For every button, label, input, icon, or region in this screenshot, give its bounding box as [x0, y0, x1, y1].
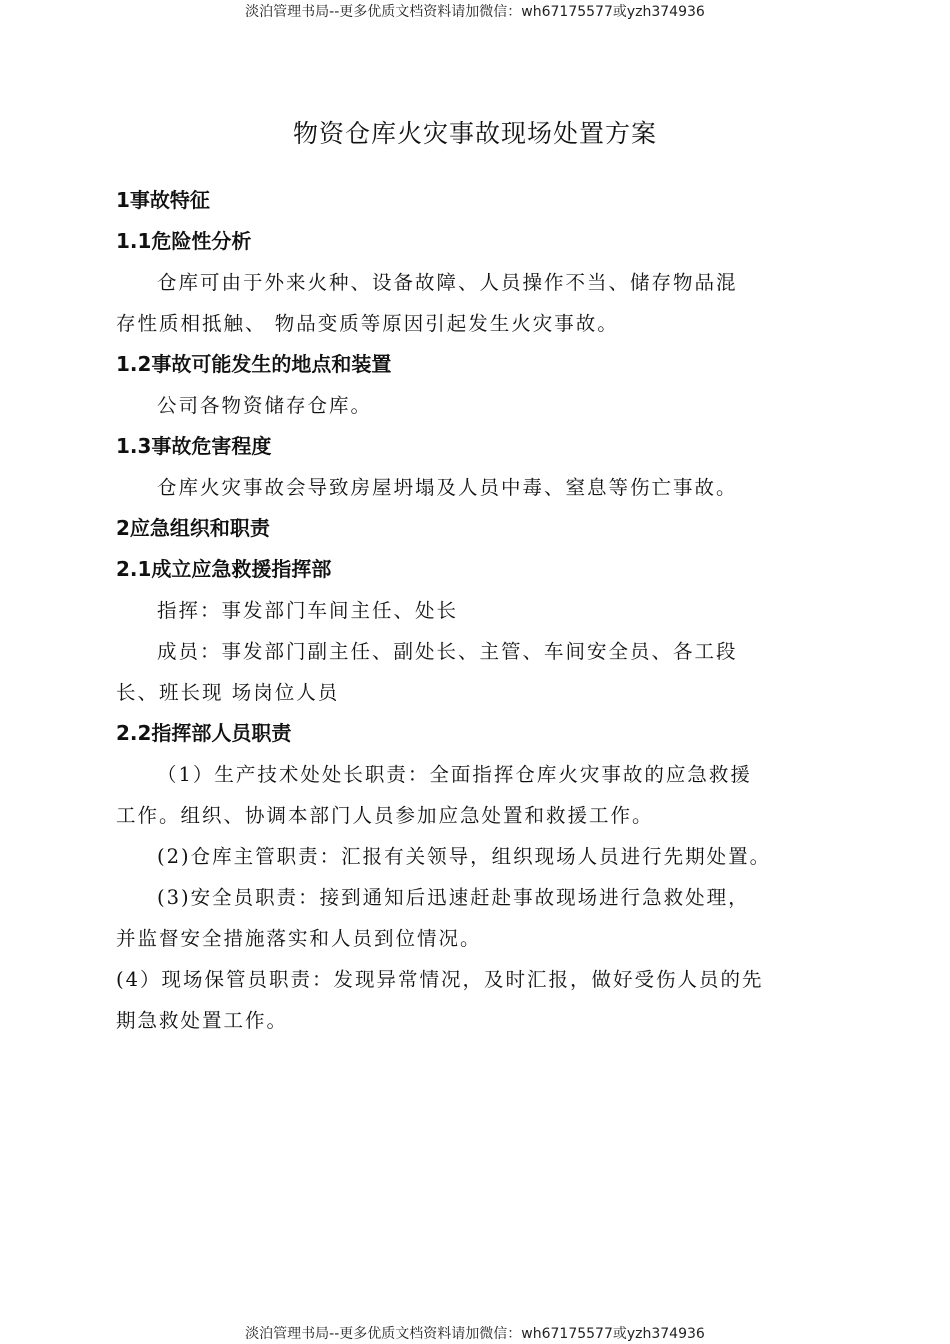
- section-1-1-heading: 1.1危险性分析: [116, 229, 252, 253]
- commander-line: 指挥：事发部门车间主任、处长: [157, 599, 459, 622]
- members-line: 长、班长现 场岗位人员: [116, 681, 340, 704]
- document-body: [116, 180, 846, 1041]
- section-2-1-heading: 2.1成立应急救援指挥部: [116, 557, 332, 581]
- duty-item-4-line: (4）现场保管员职责：发现异常情况，及时汇报，做好受伤人员的先: [116, 968, 764, 991]
- section-2-2-heading: 2.2指挥部人员职责: [116, 721, 292, 745]
- section-2-heading: 2应急组织和职责: [116, 516, 270, 540]
- members-line: 成员：事发部门副主任、副处长、主管、车间安全员、各工段: [157, 640, 738, 663]
- duty-item-3-line: 并监督安全措施落实和人员到位情况。: [116, 927, 482, 950]
- section-1-heading: 1事故特征: [116, 188, 210, 212]
- duty-item-1-line: 工作。组织、协调本部门人员参加应急处置和救援工作。: [116, 804, 654, 827]
- paragraph-line: 仓库可由于外来火种、设备故障、人员操作不当、储存物品混: [157, 271, 738, 294]
- paragraph-line: 公司各物资储存仓库。: [157, 394, 373, 417]
- paragraph-line: 仓库火灾事故会导致房屋坍塌及人员中毒、窒息等伤亡事故。: [157, 476, 738, 499]
- watermark-header: 淡泊管理书局--更多优质文档资料请加微信：wh67175577或yzh374936: [245, 4, 705, 20]
- watermark-footer: 淡泊管理书局--更多优质文档资料请加微信：wh67175577或yzh374936: [245, 1326, 705, 1342]
- duty-item-4-line: 期急救处置工作。: [116, 1009, 289, 1032]
- duty-item-2-line: (2)仓库主管职责：汇报有关领导，组织现场人员进行先期处置。: [157, 845, 772, 868]
- section-1-2-heading: 1.2事故可能发生的地点和装置: [116, 352, 392, 376]
- duty-item-3-line: (3)安全员职责：接到通知后迅速赶赴事故现场进行急救处理，: [157, 886, 750, 909]
- document-title: 物资仓库火灾事故现场处置方案: [292, 119, 657, 148]
- duty-item-1-line: （1）生产技术处处长职责：全面指挥仓库火灾事故的应急救援: [157, 763, 752, 786]
- paragraph-line: 存性质相抵触、 物品变质等原因引起发生火灾事故。: [116, 312, 619, 335]
- section-1-3-heading: 1.3事故危害程度: [116, 434, 272, 458]
